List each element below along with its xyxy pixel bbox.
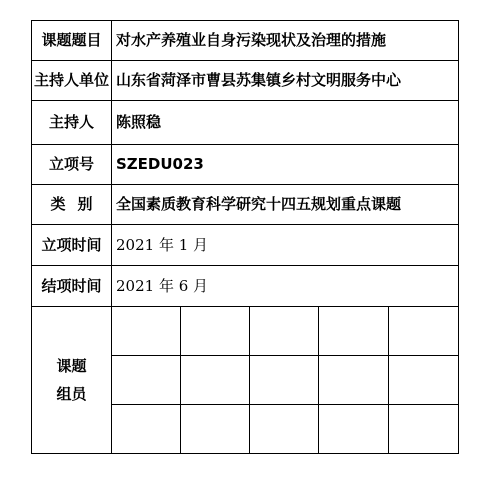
member-cell — [389, 356, 459, 405]
row-host — [32, 101, 459, 145]
row-project-title — [32, 21, 459, 61]
value-host: 陈照稳 — [112, 101, 459, 145]
member-cell — [389, 405, 459, 454]
label-end-date: 结项时间 — [32, 266, 112, 307]
label-host: 主持人 — [32, 101, 112, 145]
label-host-unit: 主持人单位 — [32, 61, 112, 101]
label-members-line1: 课题 — [56, 357, 87, 375]
label-category — [32, 185, 112, 225]
label-start-date: 立项时间 — [32, 225, 112, 266]
row-project-number — [32, 145, 459, 185]
member-cell — [112, 405, 181, 454]
label-category-part1: 类 — [50, 195, 66, 213]
value-project-number: SZEDU023 — [112, 145, 459, 185]
label-category-part2: 别 — [77, 195, 93, 213]
label-project-number: 立项号 — [32, 145, 112, 185]
member-row — [32, 307, 459, 356]
row-end-date — [32, 266, 459, 307]
label-members — [32, 307, 112, 454]
member-cell — [112, 307, 181, 356]
member-cell — [319, 405, 389, 454]
row-start-date — [32, 225, 459, 266]
member-cell — [250, 405, 319, 454]
row-host-unit — [32, 61, 459, 101]
member-cell — [250, 356, 319, 405]
member-cell — [319, 356, 389, 405]
member-cell — [181, 356, 250, 405]
member-cell — [250, 307, 319, 356]
label-members-line2: 组员 — [56, 385, 87, 403]
label-project-title: 课题题目 — [32, 21, 112, 61]
member-cell — [112, 356, 181, 405]
member-cell — [181, 307, 250, 356]
value-start-date: 2021 年 1 月 — [112, 225, 459, 266]
row-category — [32, 185, 459, 225]
value-category: 全国素质教育科学研究十四五规划重点课题 — [112, 185, 459, 225]
project-info-form — [31, 20, 459, 454]
member-cell — [181, 405, 250, 454]
member-cell — [389, 307, 459, 356]
member-cell — [319, 307, 389, 356]
value-host-unit: 山东省菏泽市曹县苏集镇乡村文明服务中心 — [112, 61, 459, 101]
value-end-date: 2021 年 6 月 — [112, 266, 459, 307]
value-project-title: 对水产养殖业自身污染现状及治理的措施 — [112, 21, 459, 61]
